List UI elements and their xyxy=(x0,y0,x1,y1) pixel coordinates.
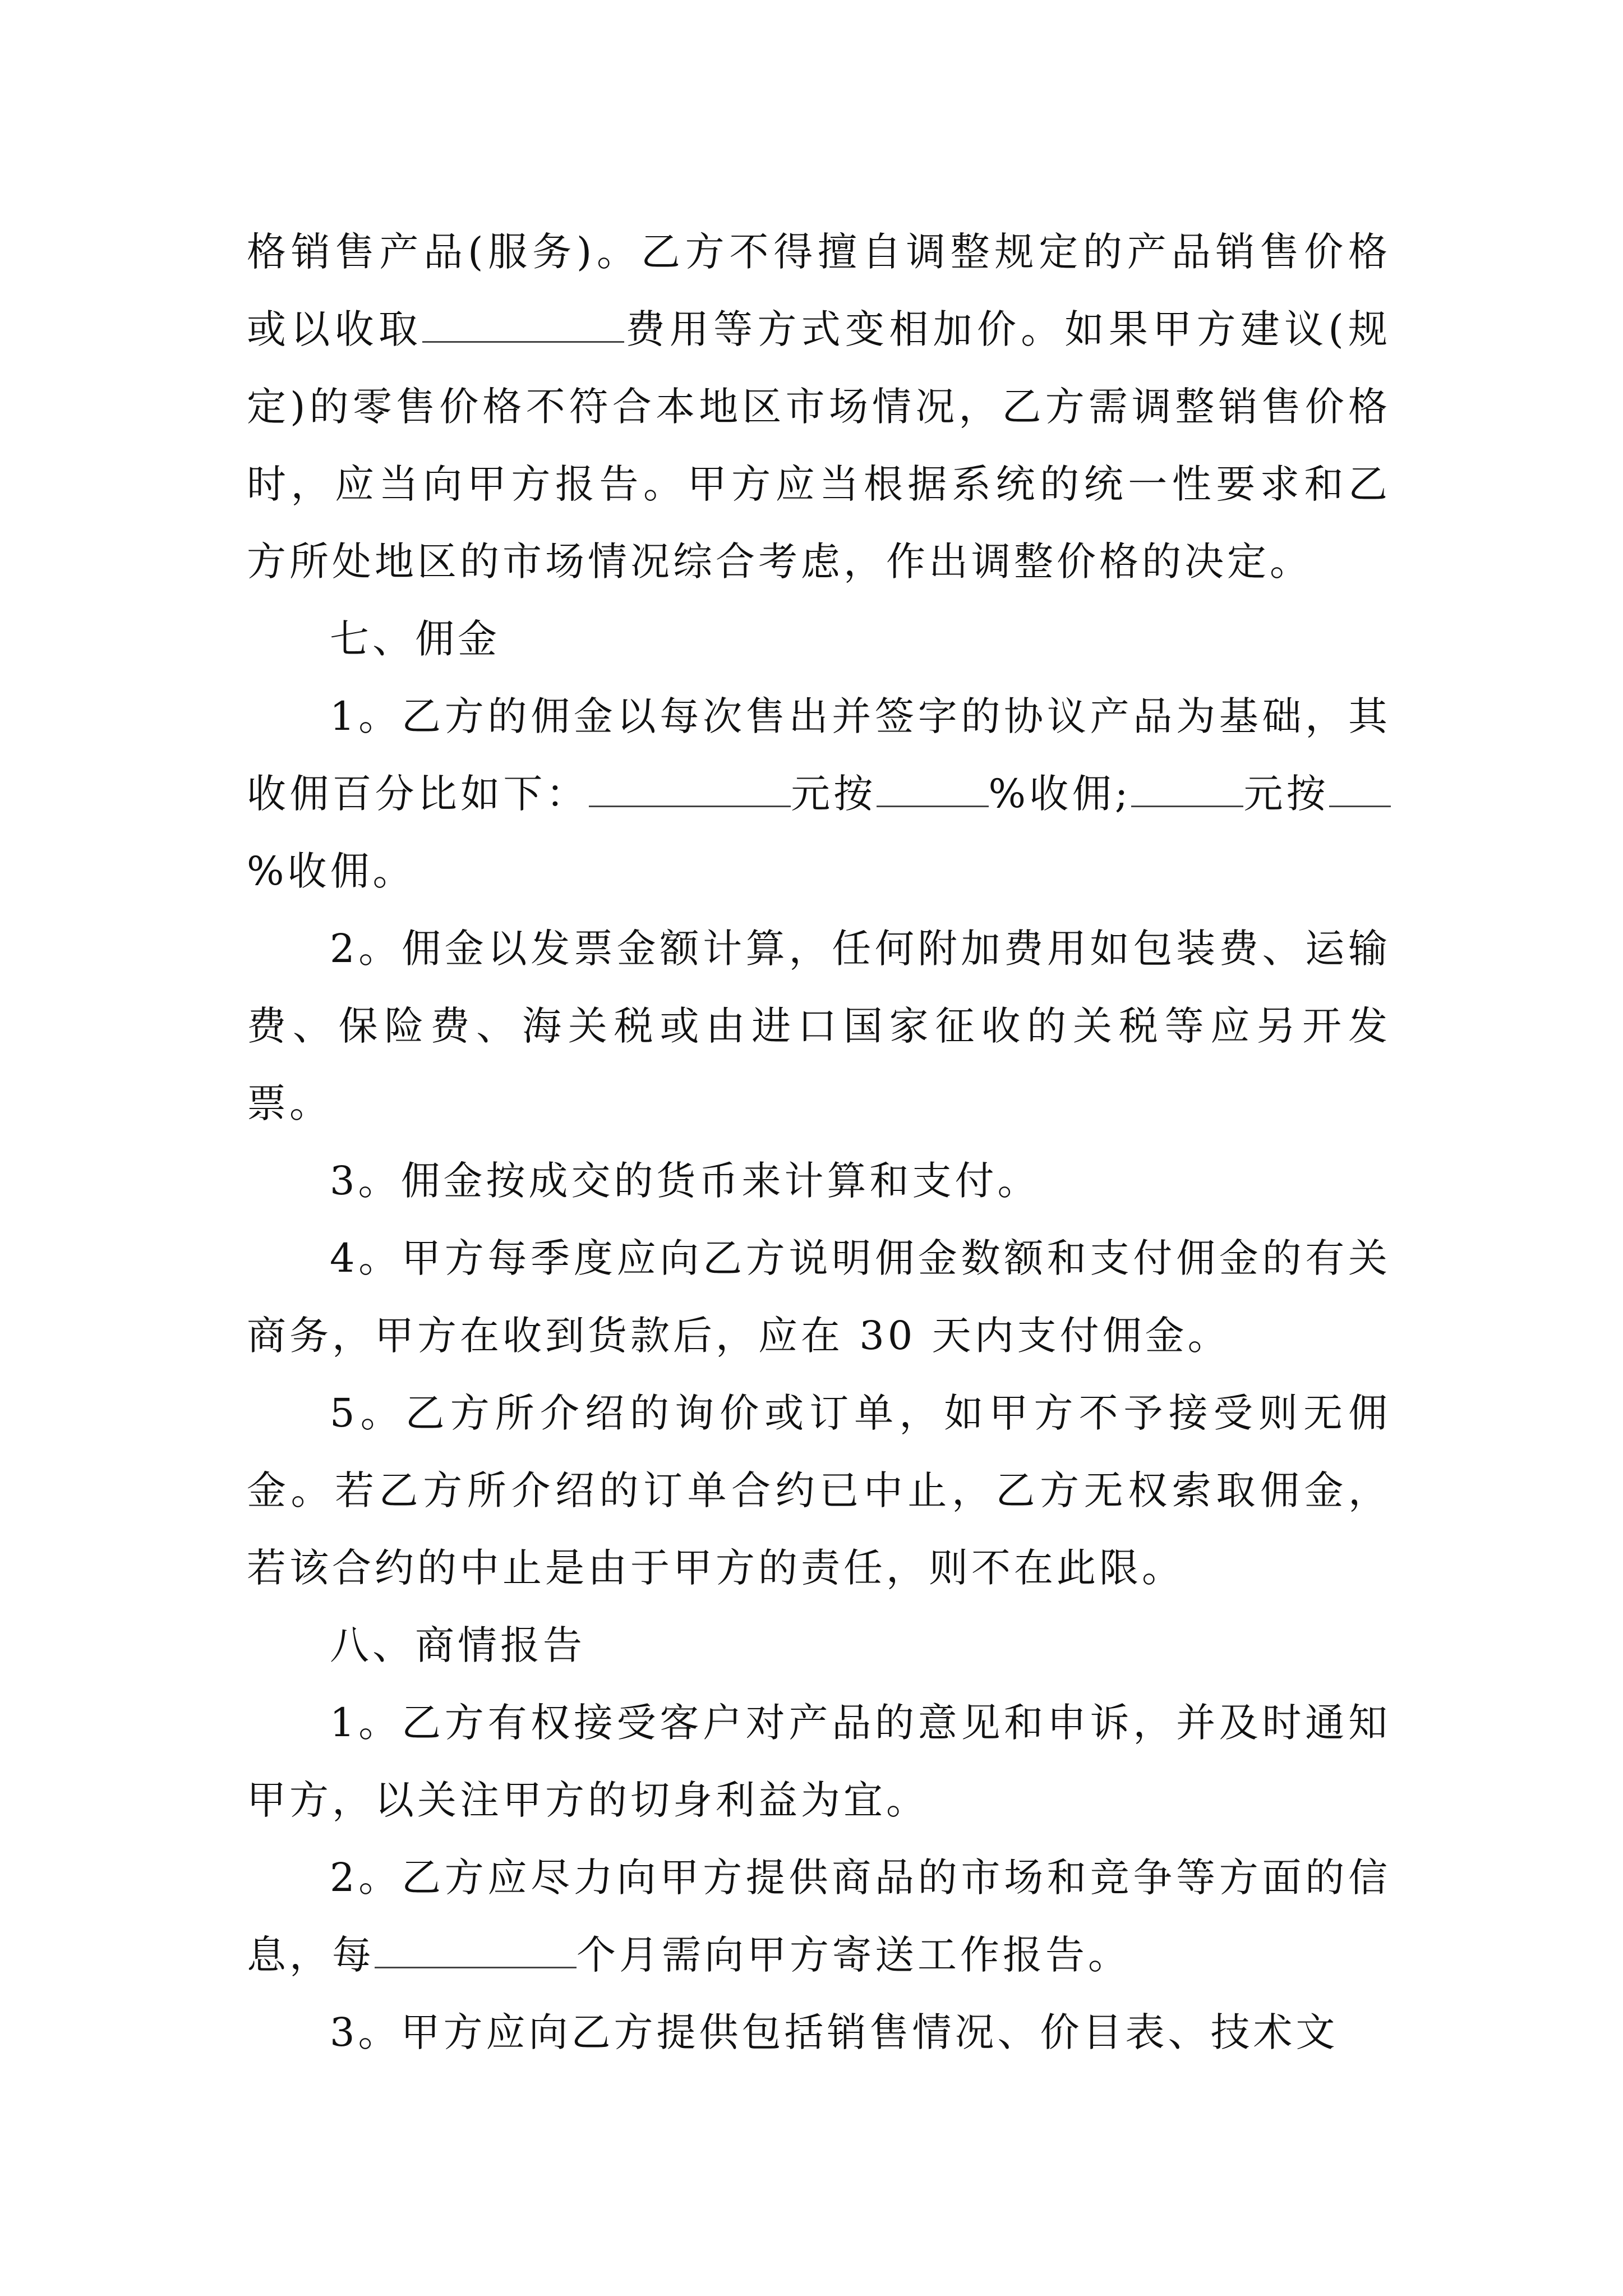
section-heading-market-report: 八、商情报告 xyxy=(330,1622,585,1668)
commission-clause-1-unit-2: 元按 xyxy=(1243,771,1330,817)
commission-clause-1-rate-2: %收佣。 xyxy=(247,848,416,894)
commission-clause-4: 4。甲方每季度应向乙方说明佣金数额和支付佣金的有关商务，甲方在收到货款后，应在 30 天内支付佣金。 xyxy=(247,1235,1391,1359)
commission-clause-5: 5。乙方所介绍的询价或订单，如甲方不予接受则无佣金。若乙方所介绍的订单合约已中止，乙方无权索取佣金，若该合约的中止是由于甲方的责任，则不在此限。 xyxy=(247,1390,1391,1591)
price-text-part-2: 费用等方式变相加价。如果甲方建议(规定)的零售价格不符合本地区市场情况，乙方需调整销售价格时，应当向甲方报告。甲方应当根据系统的统一性要求和乙方所处地区的市场情况综合考虑，作出调整价格的决定。 xyxy=(247,306,1391,585)
percent-blank-1 xyxy=(877,771,989,807)
percent-blank-2 xyxy=(1329,771,1391,807)
section-heading-commission: 七、佣金 xyxy=(330,616,500,662)
commission-clause-1-unit-1: 元按 xyxy=(790,771,877,817)
commission-clause-1-rate-1: %收佣; xyxy=(988,771,1132,817)
amount-blank-2 xyxy=(1131,771,1243,807)
price-paragraph xyxy=(247,213,1391,600)
report-clause-2-tail: 个月需向甲方寄送工作报告。 xyxy=(577,1932,1131,1978)
document-body xyxy=(247,213,1391,2071)
amount-blank-1 xyxy=(589,771,791,807)
commission-clause-1-text: 1。乙方的佣金以每次售出并签字的协议产品为基础，其收佣百分比如下： xyxy=(247,693,1391,817)
months-blank xyxy=(375,1932,577,1968)
report-clause-2 xyxy=(247,1839,1391,1994)
price-text-part-1: 格销售产品(服务)。乙方不得擅自调整规定的产品销售价格或以收取 xyxy=(247,229,1391,352)
fee-blank xyxy=(422,306,624,343)
commission-clause-3: 3。佣金按成交的货币来计算和支付。 xyxy=(330,1158,1040,1204)
report-clause-1: 1。乙方有权接受客户对产品的意见和申诉，并及时通知甲方，以关注甲方的切身利益为宜。 xyxy=(247,1700,1391,1823)
report-clause-2-text: 2。乙方应尽力向甲方提供商品的市场和竞争等方面的信息，每 xyxy=(247,1855,1391,1978)
report-clause-3: 3。甲方应向乙方提供包括销售情况、价目表、技术文 xyxy=(330,2009,1339,2055)
commission-clause-1 xyxy=(247,678,1391,910)
commission-clause-2: 2。佣金以发票金额计算，任何附加费用如包装费、运输费、保险费、海关税或由进口国家征收的关税等应另开发票。 xyxy=(247,926,1391,1126)
